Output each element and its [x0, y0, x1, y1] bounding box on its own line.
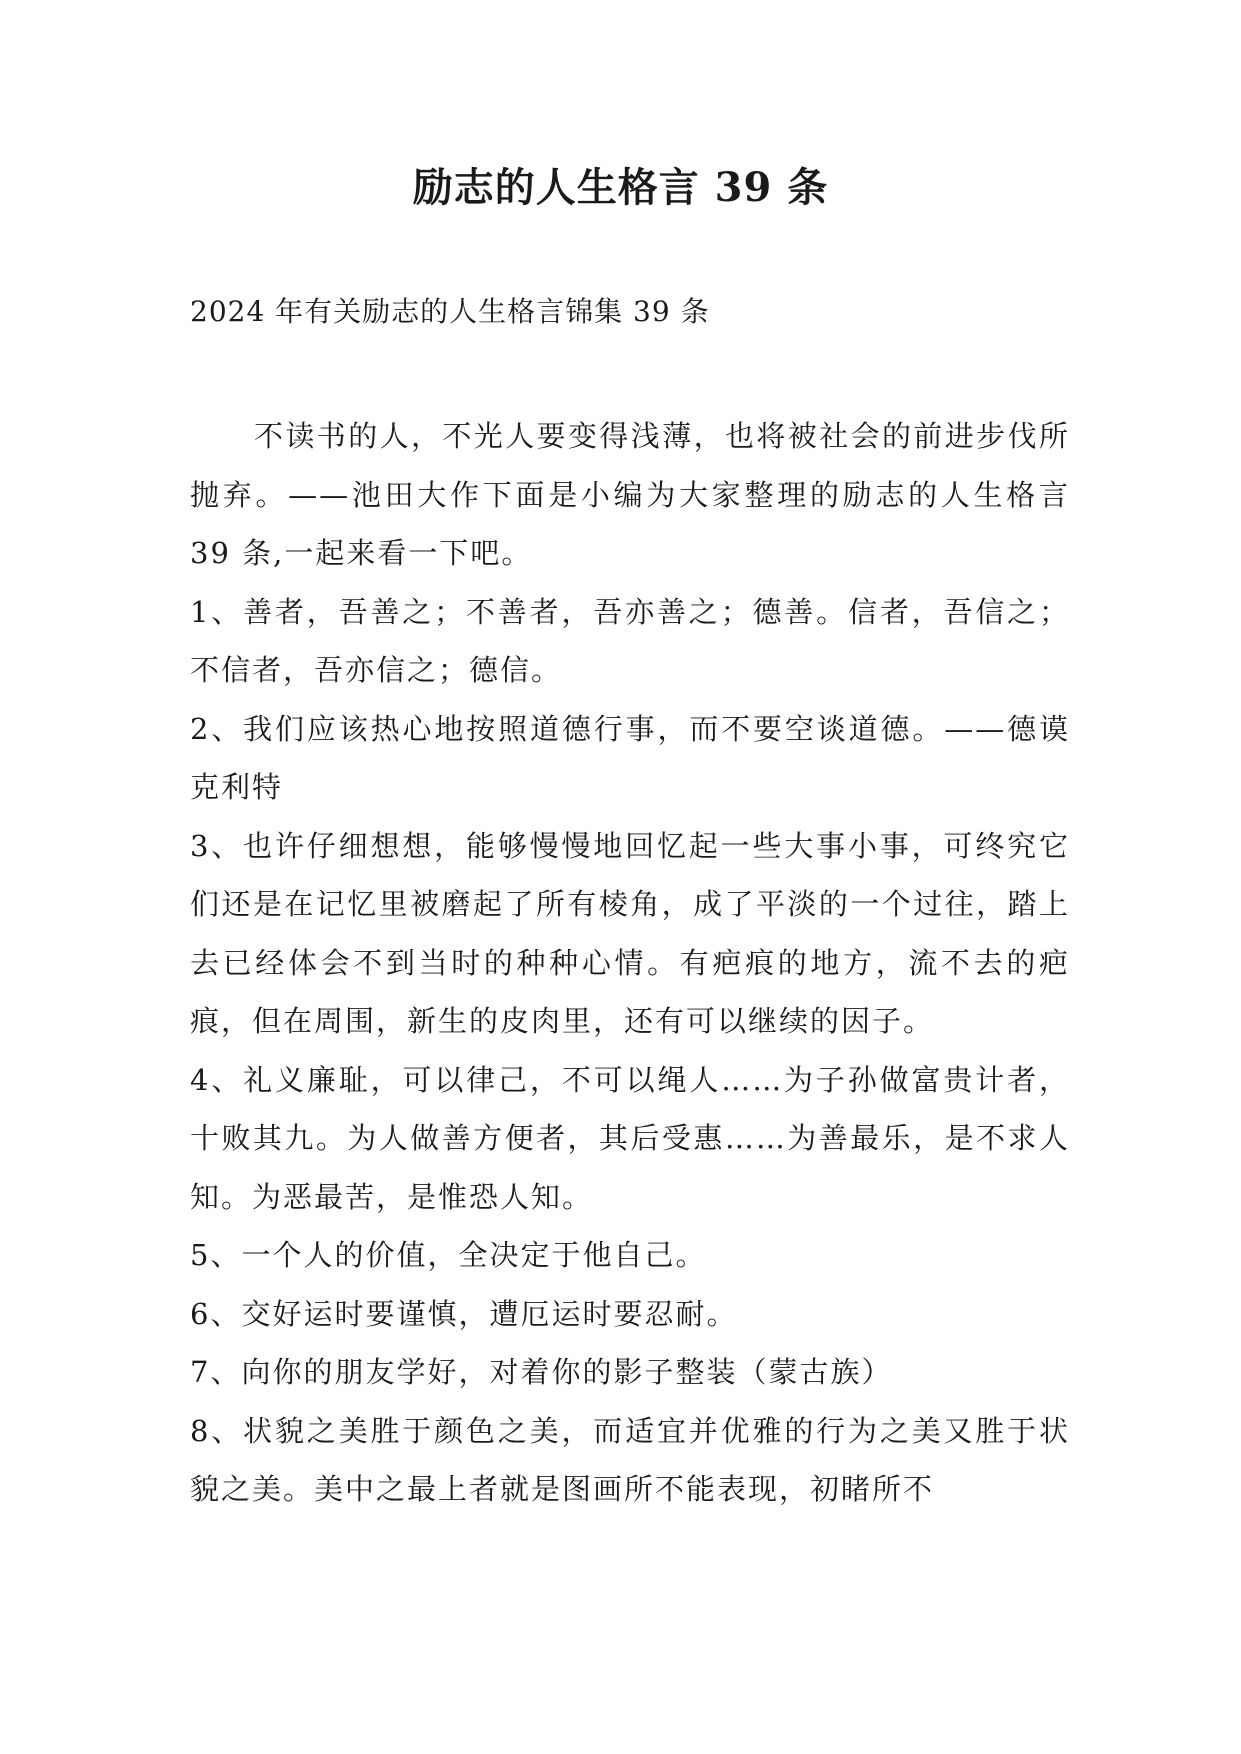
- quote-item-1: 1、善者，吾善之；不善者，吾亦善之；德善。信者，吾信之；不信者，吾亦信之；德信。: [190, 594, 1070, 687]
- document-body: [190, 407, 1070, 1519]
- intro-paragraph: 不读书的人，不光人要变得浅薄，也将被社会的前进步伐所抛弃。——池田大作下面是小编为大家整理的励志的人生格言 39 条,一起来看一下吧。: [190, 419, 1070, 570]
- quote-item-4: 4、礼义廉耻，可以律己，不可以绳人……为子孙做富贵计者，十败其九。为人做善方便者，其后受惠……为善最乐，是不求人知。为恶最苦，是惟恐人知。: [190, 1062, 1070, 1214]
- quote-item-7: 7、向你的朋友学好，对着你的影子整装（蒙古族）: [190, 1355, 893, 1389]
- quote-item-2: 2、我们应该热心地按照道德行事，而不要空谈道德。——德谟克利特: [190, 711, 1070, 804]
- quote-item-3: 3、也许仔细想想，能够慢慢地回忆起一些大事小事，可终究它们还是在记忆里被磨起了所有棱角，成了平淡的一个过往，踏上去已经体会不到当时的种种心情。有疤痕的地方，流不去的疤痕，但在周围，新生的皮肉里，还有可以继续的因子。: [190, 828, 1070, 1038]
- document-subtitle: 2024 年有关励志的人生格言锦集 39 条: [190, 295, 710, 328]
- quote-item-8: 8、状貌之美胜于颜色之美，而适宜并优雅的行为之美又胜于状貌之美。美中之最上者就是图画所不能表现，初睹所不: [190, 1413, 1070, 1506]
- document-title: 励志的人生格言 39 条: [412, 164, 829, 211]
- quote-item-6: 6、交好运时要谨慎，遭厄运时要忍耐。: [190, 1296, 738, 1331]
- quote-item-5: 5、一个人的价值，全决定于他自己。: [190, 1238, 707, 1272]
